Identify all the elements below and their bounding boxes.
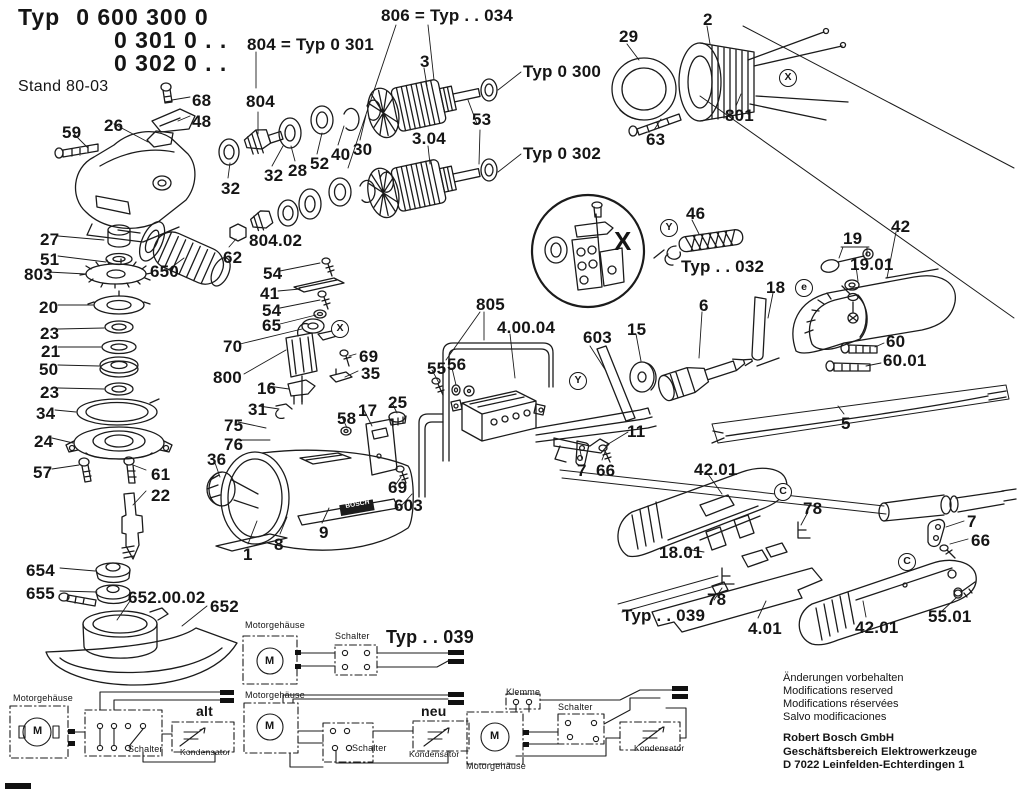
part-callout: 25 xyxy=(388,393,408,412)
part-callout: 34 xyxy=(36,404,56,423)
part-callout: 69 xyxy=(388,478,408,497)
part-callout: 54 xyxy=(263,264,283,283)
part-callout: 36 xyxy=(207,450,227,469)
part-callout: 59 xyxy=(62,123,82,142)
part-callout: 66 xyxy=(596,461,616,480)
wiring-label: Motorgehäuse xyxy=(245,690,305,700)
part-callout: 650 xyxy=(150,262,179,281)
part-callout: 11 xyxy=(627,422,646,441)
wiring-label: Schalter xyxy=(128,744,163,754)
wiring-label: Kondensator xyxy=(180,747,231,757)
part-callout: 4.00.04 xyxy=(497,318,556,337)
variant-label: Typ 0 302 xyxy=(523,144,602,163)
part-callout: 800 xyxy=(213,368,242,387)
part-callout: 68 xyxy=(192,91,212,110)
part-callout: 23 xyxy=(40,383,60,402)
part-callout: 2 xyxy=(703,10,713,29)
part-callout: 75 xyxy=(224,416,244,435)
part-callout: 8 xyxy=(274,535,284,554)
part-callout: 69 xyxy=(359,347,379,366)
part-callout: 54 xyxy=(262,301,282,320)
part-callout: 24 xyxy=(34,432,54,451)
company-address: D 7022 Leinfelden-Echterdingen 1 xyxy=(783,759,965,771)
part-callout: 42 xyxy=(891,217,911,236)
revision-date: Stand 80-03 xyxy=(18,78,109,95)
part-callout: 78 xyxy=(707,590,727,609)
variant-label: 804 = Typ 0 301 xyxy=(247,35,374,54)
circled-x-icon: X xyxy=(331,320,349,338)
part-callout: 61 xyxy=(151,465,171,484)
part-callout: 19 xyxy=(843,229,863,248)
wiring-label: Kondensator xyxy=(409,749,460,759)
circled-c-icon: C xyxy=(774,483,792,501)
part-callout: 55 xyxy=(427,359,447,378)
part-callout: 805 xyxy=(476,295,505,314)
wiring-label: Klemme xyxy=(506,687,541,697)
part-callout: 801 xyxy=(725,106,754,125)
part-callout: 7 xyxy=(577,461,587,480)
part-callout: 654 xyxy=(26,561,55,580)
wiring-label: Schalter xyxy=(558,702,593,712)
part-callout: 42.01 xyxy=(855,618,899,637)
part-callout: 48 xyxy=(192,112,212,131)
company-division: Geschäftsbereich Elektrowerkzeuge xyxy=(783,745,978,758)
part-callout: 804.02 xyxy=(249,231,303,250)
footer-block xyxy=(783,672,977,773)
part-callout: 63 xyxy=(646,130,666,149)
circled-e-icon: e xyxy=(795,279,813,297)
part-callout: 18 xyxy=(766,278,786,297)
part-callout: 18.01 xyxy=(659,543,703,562)
model-number-3: 0 302 0 . . xyxy=(114,50,228,76)
company-name: Robert Bosch GmbH xyxy=(783,732,895,744)
part-callout: 66 xyxy=(971,531,991,550)
motor-symbol: M xyxy=(33,725,43,737)
part-callout: 29 xyxy=(619,27,639,46)
part-callout: X xyxy=(614,226,632,256)
part-callout: 51 xyxy=(40,250,60,269)
bosch-logo-label: BOSCH xyxy=(344,498,371,510)
note-fr: Modifications réservées xyxy=(783,698,899,710)
part-callout: 28 xyxy=(288,161,308,180)
motor-symbol: M xyxy=(265,655,275,667)
part-callout: 56 xyxy=(447,355,467,374)
wiring-label: neu xyxy=(421,703,447,719)
part-callout: 70 xyxy=(223,337,243,356)
part-callout: 50 xyxy=(39,360,59,379)
part-callout: 19.01 xyxy=(850,255,894,274)
part-callout: 31 xyxy=(248,400,268,419)
motor-symbol: M xyxy=(490,730,500,742)
note-en: Modifications reserved xyxy=(783,685,894,697)
wiring-label: Motorgehäuse xyxy=(13,693,73,703)
part-callout: 42.01 xyxy=(694,460,738,479)
part-callout: 655 xyxy=(26,584,55,603)
part-callout: 3.04 xyxy=(412,129,446,148)
part-callout: 60 xyxy=(886,332,906,351)
part-callout: 22 xyxy=(151,486,171,505)
motor-symbol: M xyxy=(265,720,275,732)
wiring-label: Schalter xyxy=(335,631,370,641)
variant-label: 806 = Typ . . 034 xyxy=(381,6,514,25)
wiring-label: Kondensator xyxy=(634,743,685,753)
variant-label: Typ . . 032 xyxy=(681,257,765,276)
part-callout: 20 xyxy=(39,298,59,317)
part-callout: 60.01 xyxy=(883,351,927,370)
part-callout: 58 xyxy=(337,409,357,428)
part-callout: 16 xyxy=(257,379,277,398)
wiring-label: Typ . . 039 xyxy=(386,627,474,647)
part-callout: 32 xyxy=(221,179,241,198)
part-callout: 65 xyxy=(262,316,282,335)
part-callout: 55.01 xyxy=(928,607,972,626)
model-number-1: 0 600 300 0 xyxy=(76,4,209,30)
part-callout: 27 xyxy=(40,230,60,249)
part-callout: 53 xyxy=(472,110,492,129)
part-callout: 52 xyxy=(310,154,330,173)
part-callout: 76 xyxy=(224,435,244,454)
circled-c-icon: C xyxy=(898,553,916,571)
note-de: Änderungen vorbehalten xyxy=(783,672,904,684)
circled-y-icon: Y xyxy=(569,372,587,390)
typ-label: Typ xyxy=(18,4,61,30)
part-callout: 3 xyxy=(420,52,430,71)
part-callout: 41 xyxy=(260,284,280,303)
part-callout: 603 xyxy=(394,496,423,515)
part-callout: 46 xyxy=(686,204,706,223)
part-callout: 32 xyxy=(264,166,284,185)
wiring-label: alt xyxy=(196,703,213,719)
circled-x-icon: X xyxy=(779,69,797,87)
part-callout: 9 xyxy=(319,523,329,542)
part-callout: 40 xyxy=(331,145,351,164)
part-callout: 652 xyxy=(210,597,239,616)
part-callout: 30 xyxy=(353,140,373,159)
part-callout: 7 xyxy=(967,512,977,531)
part-callout: 5 xyxy=(841,414,851,433)
part-callout: 1 xyxy=(243,545,253,564)
part-callout: 603 xyxy=(583,328,612,347)
part-callout: 62 xyxy=(223,248,243,267)
part-callout: 15 xyxy=(627,320,647,339)
wiring-label: Motorgehäuse xyxy=(245,620,305,630)
part-callout: 803 xyxy=(24,265,53,284)
part-callout: 57 xyxy=(33,463,53,482)
model-number-2: 0 301 0 . . xyxy=(114,27,228,53)
part-callout: 652.00.02 xyxy=(128,588,206,607)
part-callout: 26 xyxy=(104,116,124,135)
note-es: Salvo modificaciones xyxy=(783,711,887,723)
wiring-label: Schalter xyxy=(352,743,387,753)
part-callout: 4.01 xyxy=(748,619,782,638)
circled-y-icon: Y xyxy=(660,219,678,237)
part-callout: 6 xyxy=(699,296,709,315)
part-callout: 78 xyxy=(803,499,823,518)
part-callout: 35 xyxy=(361,364,381,383)
part-callout: 23 xyxy=(40,324,60,343)
variant-label: Typ . . 039 xyxy=(622,606,706,625)
variant-label: Typ 0 300 xyxy=(523,62,602,81)
part-callout: 804 xyxy=(246,92,275,111)
part-callout: 17 xyxy=(358,401,378,420)
part-callout: 21 xyxy=(41,342,61,361)
wiring-label: Motorgehäuse xyxy=(466,761,526,771)
